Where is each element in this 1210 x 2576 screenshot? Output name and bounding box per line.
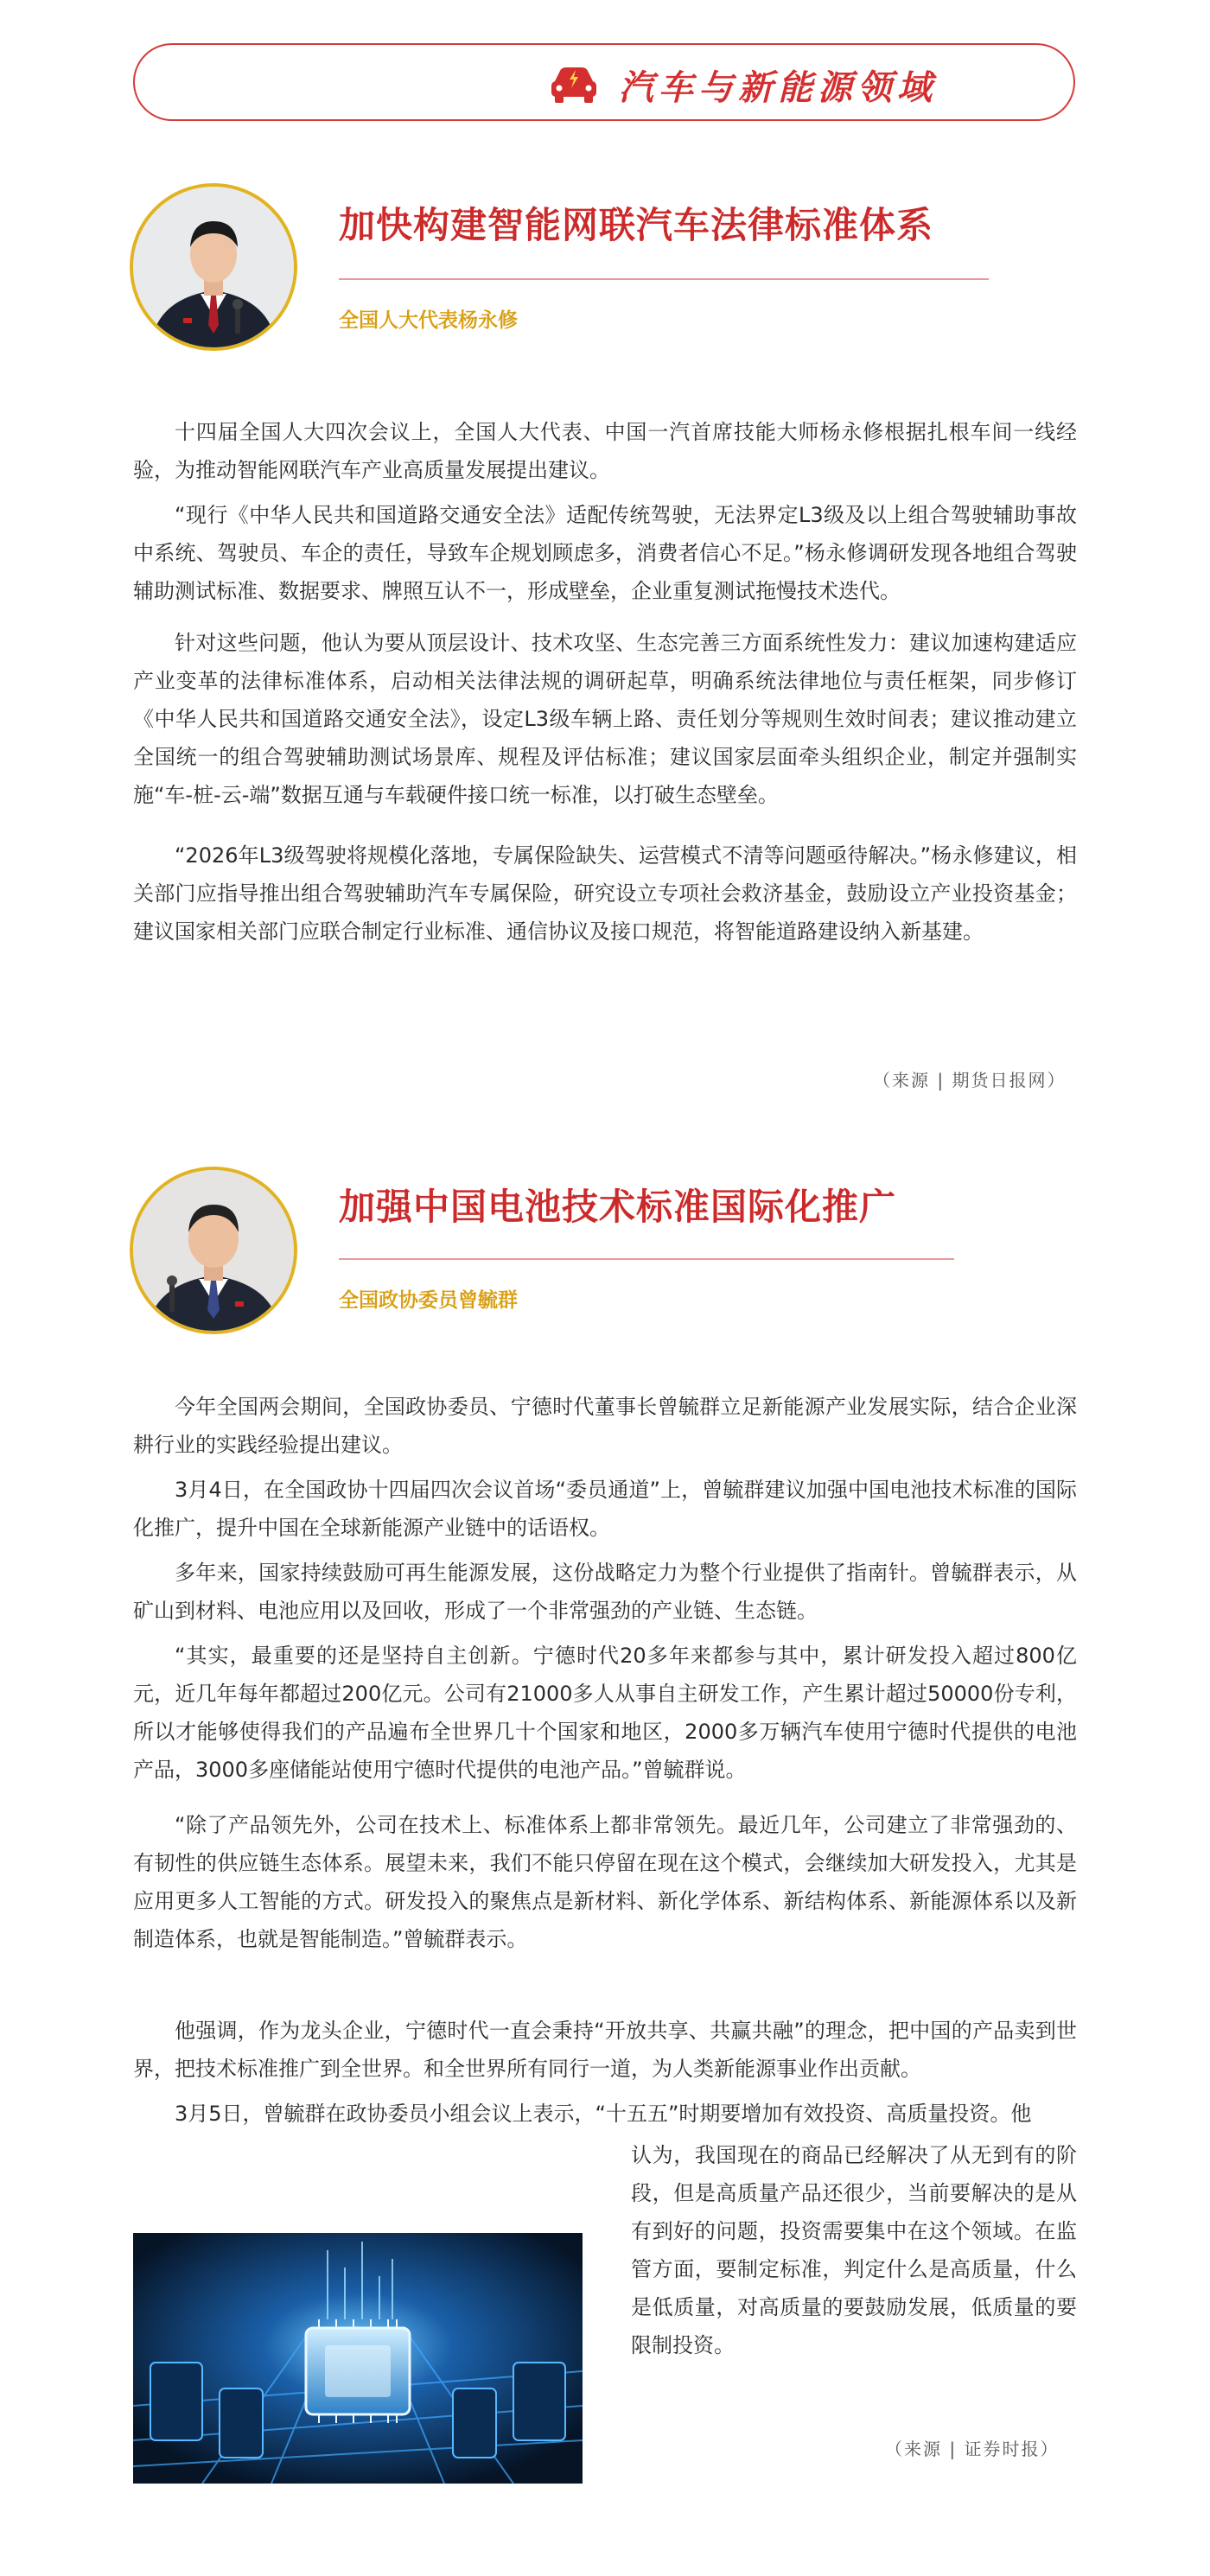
paragraph: 针对这些问题，他认为要从顶层设计、技术攻坚、生态完善三方面系统性发力：建议加速构建适应产业变革的法律标准体系，启动相关法律法规的调研起草，明确系统法律地位与责任框架，同步修订《中华人民共和国道路交通安全法》，设定L3级车辆上路、责任划分等规则生效时间表；建议推动建立全国统一的组合驾驶辅助测试场景库、规程及评估标准；建议国家层面牵头组织企业，制定并强制实施“车-桩-云-端”数据互通与车载硬件接口统一标准，以打破生态壁垒。 — [133, 631, 1077, 807]
portrait-yang-yongxiu — [133, 187, 294, 347]
paragraph: 他强调，作为龙头企业，宁德时代一直会秉持“开放共享、共赢共融”的理念，把中国的产品卖到世界，把技术标准推广到全世界。和全世界所有同行一道，为人类新能源事业作出贡献。 — [133, 2019, 1077, 2081]
byline: 全国政协委员曾毓群 — [339, 1289, 518, 1312]
title-divider — [339, 278, 989, 280]
paragraph: “现行《中华人民共和国道路交通安全法》适配传统驾驶，无法界定L3级及以上组合驾驶辅助事故中系统、驾驶员、车企的责任，导致车企规划顾虑多，消费者信心不足。”杨永修调研发现各地组合驾驶辅助测试标准、数据要求、牌照互认不一，形成壁垒，企业重复测试拖慢技术迭代。 — [133, 503, 1077, 603]
electric-car-icon — [548, 62, 600, 105]
byline: 全国人大代表杨永修 — [339, 309, 518, 332]
paragraph: 认为，我国现在的商品已经解决了从无到有的阶段，但是高质量产品还很少，当前要解决的是从有到好的问题，投资需要集中在这个领域。在监管方面，要制定标准，判定什么是高质量，什么是低质量，对高质量的要鼓励发展，低质量的要限制投资。 — [631, 2143, 1077, 2357]
paragraph: 3月4日，在全国政协十四届四次会议首场“委员通道”上，曾毓群建议加强中国电池技术标准的国际化推广，提升中国在全球新能源产业链中的话语权。 — [133, 1478, 1077, 1540]
paragraph: “其实，最重要的还是坚持自主创新。宁德时代20多年来都参与其中，累计研发投入超过800亿元，近几年每年都超过200亿元。公司有21000多人从事自主研发工作，产生累计超过50000份专利，所以才能够使得我们的产品遍布全世界几十个国家和地区，2000多万辆汽车使用宁德时代提供的电池产品，3000多座储能站使用宁德时代提供的电池产品。”曾毓群说。 — [133, 1644, 1077, 1782]
battery-chip-image — [133, 2233, 583, 2484]
paragraph: 3月5日，曾毓群在政协委员小组会议上表示，“十五五”时期要增加有效投资、高质量投资。他 — [175, 2102, 1032, 2126]
portrait-zeng-yuqun — [133, 1170, 294, 1331]
section-header — [133, 43, 1075, 121]
avatar — [130, 183, 297, 351]
article-title: 加快构建智能网联汽车法律标准体系 — [339, 204, 934, 246]
paragraph: 多年来，国家持续鼓励可再生能源发展，这份战略定力为整个行业提供了指南针。曾毓群表示，从矿山到材料、电池应用以及回收，形成了一个非常强劲的产业链、生态链。 — [133, 1561, 1077, 1623]
title-divider — [339, 1258, 954, 1260]
paragraph: 十四届全国人大四次会议上，全国人大代表、中国一汽首席技能大师杨永修根据扎根车间一线经验，为推动智能网联汽车产业高质量发展提出建议。 — [133, 420, 1077, 482]
battery-chip-icon — [133, 2233, 583, 2484]
source-note: （来源 | 证券时报） — [885, 2439, 1060, 2459]
paragraph: “除了产品领先外，公司在技术上、标准体系上都非常领先。最近几年，公司建立了非常强劲的、有韧性的供应链生态体系。展望未来，我们不能只停留在现在这个模式，会继续加大研发投入，尤其是应用更多人工智能的方式。研发投入的聚焦点是新材料、新化学体系、新结构体系、新能源体系以及新制造体系，也就是智能制造。”曾毓群表示。 — [133, 1813, 1077, 1951]
article-title: 加强中国电池技术标准国际化推广 — [339, 1186, 897, 1228]
paragraph: 今年全国两会期间，全国政协委员、宁德时代董事长曾毓群立足新能源产业发展实际，结合企业深耕行业的实践经验提出建议。 — [133, 1395, 1077, 1457]
source-note: （来源 | 期货日报网） — [873, 1070, 1067, 1091]
paragraph: “2026年L3级驾驶将规模化落地，专属保险缺失、运营模式不清等问题亟待解决。”杨永修建议，相关部门应指导推出组合驾驶辅助汽车专属保险，研究设立专项社会救济基金，鼓励设立产业投资基金；建议国家相关部门应联合制定行业标准、通信协议及接口规范，将智能道路建设纳入新基建。 — [133, 843, 1077, 944]
section-title: 汽车与新能源领域 — [619, 67, 937, 108]
avatar — [130, 1167, 297, 1334]
